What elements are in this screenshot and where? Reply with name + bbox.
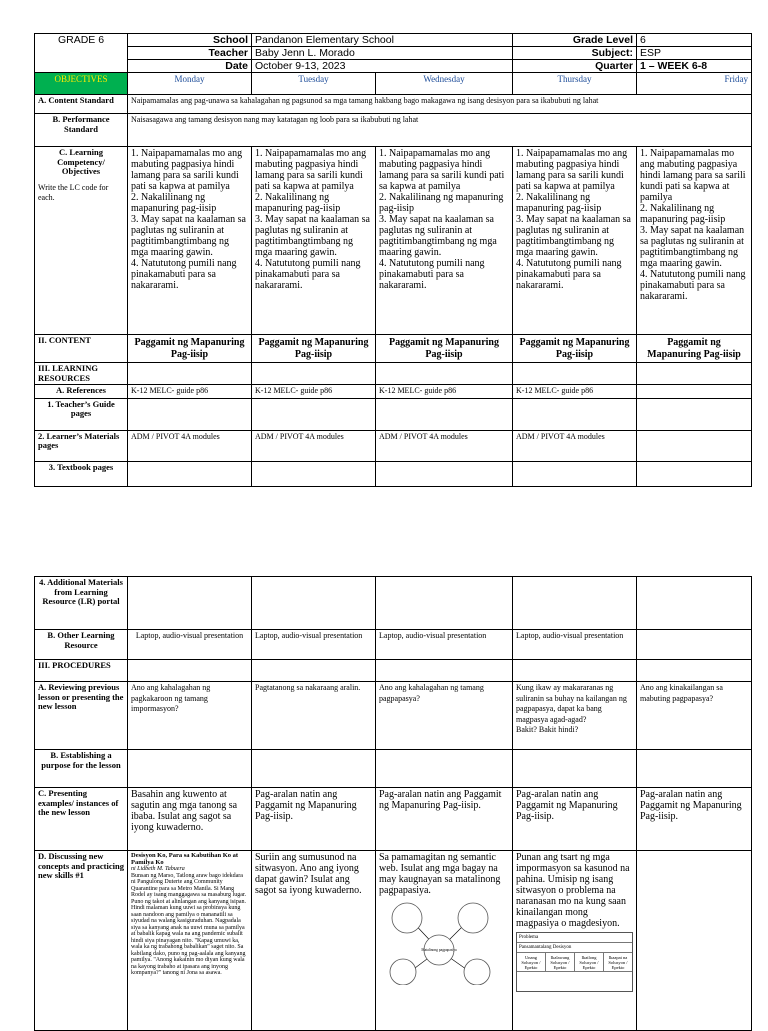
school-label: School [128, 34, 252, 47]
discuss-friday [637, 851, 752, 1031]
textbook-label: 3. Textbook pages [35, 461, 128, 486]
presenting-label: C. Presenting examples/ instances of the new lesson [35, 788, 128, 851]
semantic-node-1 [392, 903, 422, 933]
lc-tuesday: 1. Naipapamamalas mo ang mabuting pagpasiya hindi lamang para sa sarili kundi pati sa kapwa at pamilya 2. Nakalilinang ng mapanuring pag-iisip 3. May sapat na kaalaman sa paglutas ng suliranin at pagtitimbangtimbang ng mga maaring gawin. 4. Natututong pumili nang pinakamabuti para sa nakararami. [252, 147, 376, 335]
mini-sheet-col-1: Unang Solusyon / Epekto [517, 953, 546, 971]
discuss-thursday-text: Punan ang tsart ng mga impormasyon sa kasunod na pahina. Umisip ng isang sitwasyon o problema na naranasan mo na kung saan kinailangan mong magpasiya o magdesiyon. [516, 852, 630, 929]
present-monday: Basahin ang kuwento at sagutin ang mga tanong sa ibaba. Isulat ang sagot sa iyong kuwaderno. [128, 788, 252, 851]
tg-mon [128, 398, 252, 430]
present-thursday: Pag-aralan natin ang Paggamit ng Mapanuring Pag-iisip. [513, 788, 637, 851]
purpose-tue [252, 750, 376, 788]
dll-table-page2 [34, 576, 752, 1031]
lr-cell-wed [376, 363, 513, 385]
teachers-guide-label: 1. Teacher’s Guide pages [35, 398, 128, 430]
grade-level-value: 6 [637, 34, 752, 47]
semantic-node-4 [464, 959, 490, 985]
lm-friday [637, 430, 752, 461]
quarter-value: 1 – WEEK 6-8 [637, 60, 752, 73]
semantic-center-label: Matalinong pagpapasiya [421, 948, 457, 952]
purpose-mon [128, 750, 252, 788]
mini-sheet-col-4: Ikaapat na Solusyon / Epekto [608, 955, 628, 970]
lr-cell-fri [637, 363, 752, 385]
ref-monday: K-12 MELC- guide p86 [128, 385, 252, 399]
am-mon [128, 577, 252, 630]
content-standard-text: Naipamamalas ang pag-unawa sa kahalagahan ng pagsunod sa mga tamang hakbang bago makagawa ng isang desisyon para sa ikabubuti ng lahat [128, 95, 752, 114]
am-tue [252, 577, 376, 630]
proc-fri [637, 660, 752, 682]
discuss-wednesday-text: Sa pamamagitan ng semantic web. Isulat ang mga bagay na may kaugnayan sa matalinong pagpapasiya. [379, 852, 501, 896]
other-lr-tuesday: Laptop, audio-visual presentation [252, 630, 376, 660]
date-value: October 9-13, 2023 [252, 60, 513, 73]
mini-sheet-col-2: Ikalawang Solusyon / Epekto [546, 953, 575, 971]
purpose-wed [376, 750, 513, 788]
review-thursday: Kung ikaw ay makararanas ng suliranin sa buhay na kailangan ng pagpapasya, dapat ka bang magpasya agad-agad? Bakit? Bakit hindi? [513, 682, 637, 750]
other-lr-wednesday: Laptop, audio-visual presentation [376, 630, 513, 660]
semantic-node-3 [390, 959, 416, 985]
discuss-thursday [513, 851, 637, 1031]
lm-tuesday: ADM / PIVOT 4A modules [252, 430, 376, 461]
content-friday: Paggamit ng Mapanuring Pag-iisip [637, 335, 752, 363]
learning-resources-label: III. LEARNING RESOURCES [35, 363, 128, 385]
purpose-label: B. Establishing a purpose for the lesson [35, 750, 128, 788]
review-monday: Ano ang kahalagahan ng pagkakaroon ng tamang impormasyon? [128, 682, 252, 750]
tb-mon [128, 461, 252, 486]
grade-spacer [35, 47, 128, 60]
lm-monday: ADM / PIVOT 4A modules [128, 430, 252, 461]
tb-wed [376, 461, 513, 486]
content-wednesday: Paggamit ng Mapanuring Pag-iisip [376, 335, 513, 363]
mini-sheet-col-3: Ikatlong Solusyon / Epekto [575, 953, 604, 971]
other-lr-monday: Laptop, audio-visual presentation [128, 630, 252, 660]
day-friday: Friday [637, 73, 752, 95]
ref-wednesday: K-12 MELC- guide p86 [376, 385, 513, 399]
content-label: II. CONTENT [35, 335, 128, 363]
lm-wednesday: ADM / PIVOT 4A modules [376, 430, 513, 461]
decision-chart-thumbnail [516, 932, 633, 992]
lc-friday: 1. Naipapamamalas mo ang mabuting pagpasiya hindi lamang para sa sarili kundi pati sa kapwa at pamilya 2. Nakalilinang ng mapanuring pag-iisip 3. May sapat na kaalaman sa paglutas ng suliranin at pagtitimbangtimbang ng mga maaring gawin. 4. Natututong pumili nang pinakamabuti para sa nakararami. [637, 147, 752, 335]
content-tuesday: Paggamit ng Mapanuring Pag-iisip [252, 335, 376, 363]
proc-thu [513, 660, 637, 682]
lc-wednesday: 1. Naipapamamalas mo ang mabuting pagpasiya hindi lamang para sa sarili kundi pati sa kapwa at pamilya 2. Nakalilinang ng mapanuring pag-iisip 3. May sapat na kaalaman sa paglutas ng suliranin at pagtitimbangtimbang ng mga maaring gawin. 4. Natututong pumili nang pinakamabuti para sa nakararami. [376, 147, 513, 335]
day-tuesday: Tuesday [252, 73, 376, 95]
tg-wed [376, 398, 513, 430]
day-thursday: Thursday [513, 73, 637, 95]
discuss-wednesday [376, 851, 513, 1031]
ref-tuesday: K-12 MELC- guide p86 [252, 385, 376, 399]
review-tuesday: Pagtatanong sa nakaraang aralin. [252, 682, 376, 750]
performance-standard-text: Naisasagawa ang tamang desisyon nang may katatagan ng loob para sa ikabubuti ng lahat [128, 114, 752, 147]
day-monday: Monday [128, 73, 252, 95]
present-wednesday: Pag-aralan natin ang Paggamit ng Mapanuring Pag-iisip. [376, 788, 513, 851]
performance-standard-label: B. Performance Standard [35, 114, 128, 147]
grade-level-label: Grade Level [513, 34, 637, 47]
lc-label: C. Learning Competency/ Objectives [57, 147, 105, 176]
date-label: Date [128, 60, 252, 73]
ref-thursday: K-12 MELC- guide p86 [513, 385, 637, 399]
present-tuesday: Pag-aralan natin ang Paggamit ng Mapanuring Pag-iisip. [252, 788, 376, 851]
lc-label-cell [35, 147, 128, 335]
story-author: ni Lidbeth M. Tabuera [131, 866, 185, 872]
purpose-thu [513, 750, 637, 788]
mini-sheet-row-2: Pansamantalang Desisyon [517, 943, 632, 953]
quarter-label: Quarter [513, 60, 637, 73]
discussing-label: D. Discussing new concepts and practicing new skills #1 [35, 851, 128, 1031]
purpose-fri [637, 750, 752, 788]
story-body: Bunsan ng Marso, Tatlong araw bago idekdara ni Pangulong Duterte ang Community Quarantine para sa Metro Manila. Si Mang Rodel ay isang manggagawa sa masaburg lugar. Puno ng takot at alinlangan ang kanyang isipan. Hindi malaman kung uuwi sa probinsya kung saan nandoon ang pamilya o mananatili sa siyudad na walang kasiguraduhan. Nagpadala siya sa kanyang anak na uuwi muna sa pamilya at babalik kapag wala na ang pandemic subalit hindi siya pinayagan nito. "Kapag umuwi ka, wala ka ng trabahong babalikan" saget nito. Sa kabilang dako, puno ng pag-aalala ang kanyang pamilya. "Anong kakainin mo diyan kung wala na kayong trabaho at ipasara ang inyong kompanya?" tanong ni Jona sa asawa. [131, 872, 247, 976]
discuss-monday [128, 851, 252, 1031]
proc-wed [376, 660, 513, 682]
reviewing-label: A. Reviewing previous lesson or presenting the new lesson [35, 682, 128, 750]
other-lr-friday [637, 630, 752, 660]
tg-fri [637, 398, 752, 430]
other-lr-label: B. Other Learning Resource [35, 630, 128, 660]
semantic-node-2 [458, 903, 488, 933]
content-monday: Paggamit ng Mapanuring Pag-iisip [128, 335, 252, 363]
content-standard-label: A. Content Standard [35, 95, 128, 114]
lc-thursday: 1. Naipapamamalas mo ang mabuting pagpasiya hindi lamang para sa sarili kundi pati sa kapwa at pamilya 2. Nakalilinang ng mapanuring pag-iisip 3. May sapat na kaalaman sa paglutas ng suliranin at pagtitimbangtimbang ng mga maaring gawin. 4. Natututong pumili nang pinakamabuti para sa nakararami. [513, 147, 637, 335]
proc-mon [128, 660, 252, 682]
tb-tue [252, 461, 376, 486]
am-wed [376, 577, 513, 630]
grade-cell: GRADE 6 [35, 34, 128, 47]
grade-spacer-2 [35, 60, 128, 73]
present-friday: Pag-aralan natin ang Paggamit ng Mapanuring Pag-iisip. [637, 788, 752, 851]
procedures-label: III. PROCEDURES [35, 660, 128, 682]
subject-label: Subject: [513, 47, 637, 60]
learners-materials-label: 2. Learner’s Materials pages [35, 430, 128, 461]
teacher-label: Teacher [128, 47, 252, 60]
lr-cell-mon [128, 363, 252, 385]
review-friday: Ano ang kinakailangan sa mabuting pagpapasya? [637, 682, 752, 750]
mini-sheet-row-1: Problema [517, 933, 632, 943]
mini-sheet-columns [517, 953, 632, 972]
proc-tue [252, 660, 376, 682]
am-thu [513, 577, 637, 630]
school-value: Pandanon Elementary School [252, 34, 513, 47]
review-wednesday: Ano ang kahalagahan ng tamang pagpapasya? [376, 682, 513, 750]
tg-tue [252, 398, 376, 430]
teacher-value: Baby Jenn L. Morado [252, 47, 513, 60]
dll-table-page1 [34, 33, 752, 487]
lc-monday: 1. Naipapamamalas mo ang mabuting pagpasiya hindi lamang para sa sarili kundi pati sa kapwa at pamilya 2. Nakalilinang ng mapanuring pag-iisip 3. May sapat na kaalaman sa paglutas ng suliranin at pagtitimbangtimbang ng mga maaring gawin. 4. Natututong pumili nang pinakamabuti para sa nakararami. [128, 147, 252, 335]
objectives-header: OBJECTIVES [35, 73, 128, 95]
other-lr-thursday: Laptop, audio-visual presentation [513, 630, 637, 660]
lr-cell-thu [513, 363, 637, 385]
am-fri [637, 577, 752, 630]
story-title: Desisyon Ko, Para sa Kabutihan Ko at Pamilya Ko [131, 852, 239, 866]
day-wednesday: Wednesday [376, 73, 513, 95]
content-thursday: Paggamit ng Mapanuring Pag-iisip [513, 335, 637, 363]
semantic-web-diagram [379, 900, 499, 985]
tb-thu [513, 461, 637, 486]
discuss-tuesday: Suriin ang sumusunod na sitwasyon. Ano ang iyong dapat gawin? Isulat ang sagot sa iyong kuwaderno. [252, 851, 376, 1031]
additional-materials-label: 4. Additional Materials from Learning Resource (LR) portal [35, 577, 128, 630]
lc-note: Write the LC code for each. [38, 182, 109, 202]
lr-cell-tue [252, 363, 376, 385]
subject-value: ESP [637, 47, 752, 60]
lm-thursday: ADM / PIVOT 4A modules [513, 430, 637, 461]
tb-fri [637, 461, 752, 486]
tg-thu [513, 398, 637, 430]
ref-friday [637, 385, 752, 399]
references-label: A. References [35, 385, 128, 399]
